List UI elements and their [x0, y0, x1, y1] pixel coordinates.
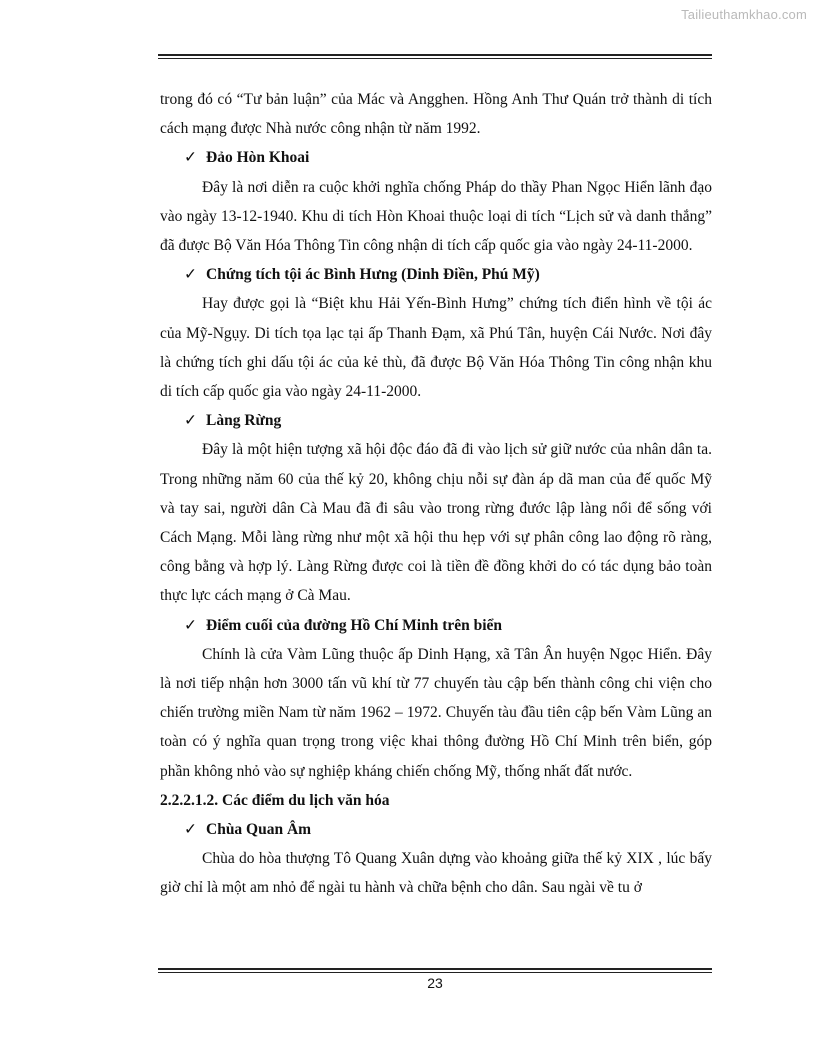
bullet-heading [184, 815, 712, 844]
paragraph: Đây là nơi diễn ra cuộc khởi nghĩa chống Pháp do thầy Phan Ngọc Hiển lãnh đạo vào ngày 13-12-1940. Khu di tích Hòn Khoai thuộc loại di tích “Lịch sử và danh thắng” đã được Bộ Văn Hóa Thông Tin công nhận di tích cấp quốc gia vào ngày 24-11-2000. [160, 178, 712, 255]
section-heading: 2.2.2.1.2. Các điểm du lịch văn hóa [160, 791, 390, 809]
heading-text: Điểm cuối của đường Hồ Chí Minh trên biển [206, 616, 503, 634]
bullet-heading [184, 260, 712, 289]
bullet-heading [184, 143, 712, 172]
heading-text: Chùa Quan Âm [206, 821, 312, 839]
checkmark-icon: ✓ [184, 149, 197, 167]
checkmark-icon: ✓ [184, 821, 197, 839]
page-number: 23 [427, 975, 443, 991]
bullet-heading [184, 406, 712, 435]
paragraph: Đây là một hiện tượng xã hội độc đáo đã đi vào lịch sử giữ nước của nhân dân ta. Trong những năm 60 của thế kỷ 20, không chịu nỗi sự đàn áp dã man của đế quốc Mỹ và tay sai, người dân Cà Mau đã đi sâu vào trong rừng đước lập làng nổi để sống với Cách Mạng. Mỗi làng rừng như một xã hội thu hẹp với sự phân công lao động rõ ràng, công bằng và hợp lý. Làng Rừng được coi là tiền đề đồng khởi do có tác dụng bảo toàn thực lực cách mạng ở Cà Mau. [160, 441, 712, 605]
checkmark-icon: ✓ [184, 412, 197, 430]
heading-text: Đảo Hòn Khoai [206, 149, 310, 167]
bullet-heading [184, 611, 712, 640]
paragraph: trong đó có “Tư bản luận” của Mác và Angghen. Hồng Anh Thư Quán trở thành di tích cách mạng được Nhà nước công nhận từ năm 1992. [160, 91, 712, 138]
watermark: Tailieuthamkhao.com [681, 7, 807, 22]
heading-text: Làng Rừng [206, 412, 282, 430]
footer-rule [158, 968, 712, 973]
checkmark-icon: ✓ [184, 616, 197, 634]
header-rule [158, 54, 712, 59]
page-body [160, 85, 712, 903]
heading-text: Chứng tích tội ác Bình Hưng (Dinh Điền, Phú Mỹ) [206, 266, 540, 284]
paragraph: Hay được gọi là “Biệt khu Hải Yến-Bình Hưng” chứng tích điển hình về tội ác của Mỹ-Ngụy. Di tích tọa lạc tại ấp Thanh Đạm, xã Phú Tân, huyện Cái Nước. Nơi đây là chứng tích ghi dấu tội ác của kẻ thù, đã được Bộ Văn Hóa Thông Tin công nhận khu di tích cấp quốc gia vào ngày 24-11-2000. [160, 295, 712, 401]
paragraph: Chính là cửa Vàm Lũng thuộc ấp Dinh Hạng, xã Tân Ân huyện Ngọc Hiển. Đây là nơi tiếp nhận hơn 3000 tấn vũ khí từ 77 chuyến tàu cập bến thành công chi viện cho chiến trường miền Nam từ năm 1962 – 1972. Chuyến tàu đầu tiên cập bến Vàm Lũng an toàn có ý nghĩa quan trọng trong việc khai thông đường Hồ Chí Minh trên biển, góp phần không nhỏ vào sự nghiệp kháng chiến chống Mỹ, thống nhất đất nước. [160, 645, 712, 780]
paragraph: Chùa do hòa thượng Tô Quang Xuân dựng vào khoảng giữa thế kỷ XIX , lúc bấy giờ chỉ là một am nhỏ để ngài tu hành và chữa bệnh cho dân. Sau ngài về tu ở [160, 850, 712, 897]
checkmark-icon: ✓ [184, 266, 197, 284]
